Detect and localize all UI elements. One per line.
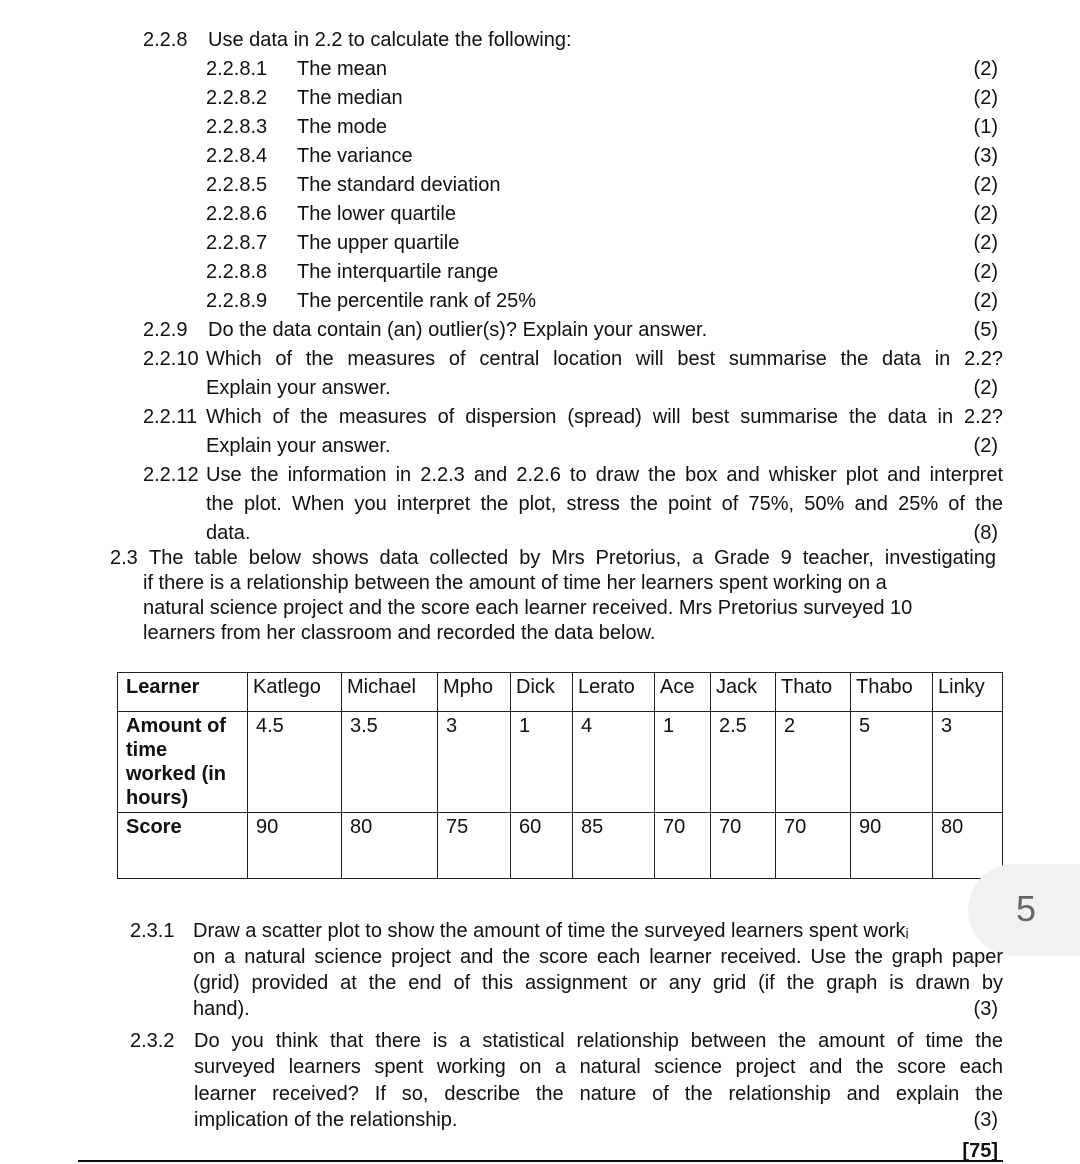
q231-line: hand). bbox=[193, 998, 250, 1020]
q228-item-marks: (2) bbox=[973, 174, 998, 196]
q2211-num: 2.2.11 bbox=[143, 406, 198, 428]
table-row-time bbox=[118, 712, 1003, 813]
q228-item-num: 2.2.8.6 bbox=[206, 203, 268, 225]
q2212-line: data. bbox=[206, 522, 251, 544]
q228-item-text: The lower quartile bbox=[297, 203, 456, 225]
q228-item-text: The mean bbox=[297, 58, 388, 80]
q228-item-marks: (2) bbox=[973, 232, 998, 254]
table-cell: 2.5 bbox=[711, 712, 776, 813]
q2211-marks: (2) bbox=[973, 435, 998, 457]
page-number: 5 bbox=[1016, 888, 1037, 929]
q2212-marks: (8) bbox=[973, 522, 998, 544]
table-header-cell: Amount of time worked (in hours) bbox=[118, 712, 248, 813]
q228-item-text: The median bbox=[297, 87, 403, 109]
table-header-cell: Score bbox=[118, 813, 248, 879]
q232-line: Do you think that there is a statistical relationship between the amount of time the bbox=[194, 1030, 1003, 1052]
q228-item-marks: (2) bbox=[973, 203, 998, 225]
table-cell: 75 bbox=[438, 813, 511, 879]
q232-line: learner received? If so, describe the nature of the relationship and explain the bbox=[194, 1083, 1003, 1105]
table-cell: Thabo bbox=[851, 673, 933, 712]
q228-item-text: The standard deviation bbox=[297, 174, 501, 196]
table-header-cell: Learner bbox=[118, 673, 248, 712]
q231-marks: (3) bbox=[973, 998, 998, 1020]
q229-text: Do the data contain (an) outlier(s)? Explain your answer. bbox=[208, 319, 708, 341]
q23-line: natural science project and the score each learner received. Mrs Pretorius surveyed 10 bbox=[143, 597, 913, 619]
q228-item-text: The interquartile range bbox=[297, 261, 499, 283]
q232-marks: (3) bbox=[973, 1109, 998, 1131]
table-cell: Thato bbox=[776, 673, 851, 712]
table-cell: 3 bbox=[933, 712, 1003, 813]
table-cell: 1 bbox=[511, 712, 573, 813]
q228-item-num: 2.2.8.9 bbox=[206, 290, 268, 312]
table-cell: Katlego bbox=[248, 673, 342, 712]
table-cell: 5 bbox=[851, 712, 933, 813]
table-cell: 80 bbox=[342, 813, 438, 879]
divider bbox=[78, 1160, 1003, 1162]
table-cell: 90 bbox=[248, 813, 342, 879]
table-cell: 1 bbox=[655, 712, 711, 813]
q231-line: Draw a scatter plot to show the amount of time the surveyed learners spent workᵢ bbox=[193, 920, 909, 942]
q232-line: implication of the relationship. bbox=[194, 1109, 458, 1131]
q23-line: if there is a relationship between the amount of time her learners spent working on a bbox=[143, 572, 887, 594]
table-cell: Mpho bbox=[438, 673, 511, 712]
table-cell: 4 bbox=[573, 712, 655, 813]
q228-item-marks: (1) bbox=[973, 116, 998, 138]
q23-line: The table below shows data collected by Mrs Pretorius, a Grade 9 teacher, investigating bbox=[149, 547, 996, 569]
q228-item-text: The upper quartile bbox=[297, 232, 460, 254]
table-cell: 3 bbox=[438, 712, 511, 813]
table-cell: Ace bbox=[655, 673, 711, 712]
data-table bbox=[117, 672, 1003, 879]
total-marks: [75] bbox=[962, 1140, 998, 1162]
table-cell: Michael bbox=[342, 673, 438, 712]
q2211-line: Which of the measures of dispersion (spread) will best summarise the data in 2.2? bbox=[206, 406, 1003, 428]
q228-item-marks: (2) bbox=[973, 290, 998, 312]
q231-line: on a natural science project and the score each learner received. Use the graph paper bbox=[193, 946, 1003, 968]
table-cell: 60 bbox=[511, 813, 573, 879]
table-cell: 2 bbox=[776, 712, 851, 813]
q2212-line: the plot. When you interpret the plot, stress the point of 75%, 50% and 25% of the bbox=[206, 493, 1003, 515]
table-cell: 4.5 bbox=[248, 712, 342, 813]
q228-item-num: 2.2.8.5 bbox=[206, 174, 268, 196]
q2210-num: 2.2.10 bbox=[143, 348, 199, 370]
q228-text: Use data in 2.2 to calculate the following: bbox=[208, 29, 572, 51]
q2212-num: 2.2.12 bbox=[143, 464, 199, 486]
q2212-line: Use the information in 2.2.3 and 2.2.6 to draw the box and whisker plot and interpret bbox=[206, 464, 1003, 486]
table-cell: 3.5 bbox=[342, 712, 438, 813]
table-cell: Linky bbox=[933, 673, 1003, 712]
q228-item-text: The mode bbox=[297, 116, 388, 138]
q228-item-marks: (2) bbox=[973, 58, 998, 80]
q229-marks: (5) bbox=[973, 319, 998, 341]
q23-line: learners from her classroom and recorded the data below. bbox=[143, 622, 656, 644]
table-row-score bbox=[118, 813, 1003, 879]
q228-item-num: 2.2.8.3 bbox=[206, 116, 268, 138]
table-cell: Jack bbox=[711, 673, 776, 712]
table-cell: 70 bbox=[776, 813, 851, 879]
q228-item-text: The percentile rank of 25% bbox=[297, 290, 537, 312]
q229-num: 2.2.9 bbox=[143, 319, 188, 341]
q2211-line: Explain your answer. bbox=[206, 435, 391, 457]
q228-item-num: 2.2.8.1 bbox=[206, 58, 268, 80]
table-cell: Dick bbox=[511, 673, 573, 712]
q228-item-marks: (2) bbox=[973, 87, 998, 109]
q228-item-text: The variance bbox=[297, 145, 413, 167]
q231-num: 2.3.1 bbox=[130, 920, 175, 942]
q228-num: 2.2.8 bbox=[143, 29, 188, 51]
q23-num: 2.3 bbox=[110, 547, 138, 569]
q2210-line: Explain your answer. bbox=[206, 377, 391, 399]
q232-line: surveyed learners spent working on a natural science project and the score each bbox=[194, 1056, 1003, 1078]
table-cell: Lerato bbox=[573, 673, 655, 712]
q228-item-marks: (3) bbox=[973, 145, 998, 167]
table-cell: 80 bbox=[933, 813, 1003, 879]
q228-item-marks: (2) bbox=[973, 261, 998, 283]
table-cell: 70 bbox=[655, 813, 711, 879]
q228-item-num: 2.2.8.4 bbox=[206, 145, 268, 167]
q228-item-num: 2.2.8.2 bbox=[206, 87, 268, 109]
q2210-marks: (2) bbox=[973, 377, 998, 399]
table-header-row bbox=[118, 673, 1003, 712]
q2210-line: Which of the measures of central location will best summarise the data in 2.2? bbox=[206, 348, 1003, 370]
q228-item-num: 2.2.8.7 bbox=[206, 232, 268, 254]
table-cell: 70 bbox=[711, 813, 776, 879]
q228-item-num: 2.2.8.8 bbox=[206, 261, 268, 283]
q231-line: (grid) provided at the end of this assignment or any grid (if the graph is drawn by bbox=[193, 972, 1003, 994]
table-cell: 90 bbox=[851, 813, 933, 879]
table-cell: 85 bbox=[573, 813, 655, 879]
q232-num: 2.3.2 bbox=[130, 1030, 175, 1052]
